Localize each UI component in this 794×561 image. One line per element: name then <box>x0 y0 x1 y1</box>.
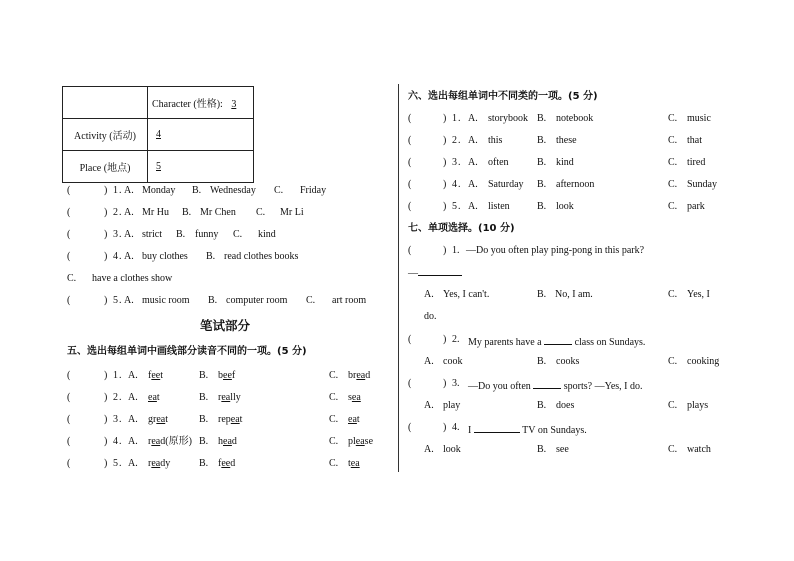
option-a: music room <box>142 295 190 306</box>
option-c: watch <box>687 444 711 455</box>
paren-close: ) <box>443 179 447 190</box>
place-label: Place (地点) <box>63 151 148 183</box>
table-row <box>63 87 254 119</box>
paren-open: ( <box>408 113 412 124</box>
question-number: 4 <box>113 436 118 447</box>
option-c: Friday <box>300 185 327 196</box>
option-b-label: B. <box>182 207 192 218</box>
question-number: 3 <box>452 157 457 168</box>
option-c-label: C. <box>306 295 316 306</box>
option-a: this <box>488 135 503 146</box>
option-b-label: B. <box>199 458 209 469</box>
option-a: eat <box>148 392 160 403</box>
question-number: 4 <box>452 179 457 190</box>
option-b: beef <box>218 370 236 381</box>
option-a: Yes, I can't. <box>443 289 490 300</box>
option-a: Mr Hu <box>142 207 169 218</box>
paren-close: ) <box>104 436 108 447</box>
paren-close: ) <box>443 334 447 345</box>
option-b-label: B. <box>176 229 186 240</box>
option-a: Saturday <box>488 179 524 190</box>
option-c: art room <box>332 295 367 306</box>
option-c-label: C. <box>668 157 678 168</box>
paren-open: ( <box>67 251 71 262</box>
option-b-label: B. <box>537 179 547 190</box>
option-a-label: A. <box>128 458 138 469</box>
option-b: does <box>556 400 575 411</box>
option-c: Mr Li <box>280 207 304 218</box>
option-c-label: C. <box>668 400 678 411</box>
dot: . <box>119 207 122 218</box>
dot: . <box>458 135 461 146</box>
option-c-label: C. <box>329 392 339 403</box>
dot: . <box>458 157 461 168</box>
dot: . <box>119 414 122 425</box>
option-b: read clothes books <box>224 251 299 262</box>
question-number: 1 <box>113 185 118 196</box>
paren-close: ) <box>104 392 108 403</box>
option-a-label: A. <box>128 414 138 425</box>
paren-open: ( <box>408 245 412 256</box>
question-number: 2 <box>113 392 118 403</box>
option-b: cooks <box>556 356 580 367</box>
question-4-text: I TV on Sundays. <box>468 422 587 437</box>
character-answer: 3 <box>231 99 237 110</box>
option-a: feet <box>148 370 164 381</box>
option-a-label: A. <box>124 295 134 306</box>
option-b-label: B. <box>537 400 547 411</box>
table-cell-activity <box>148 119 254 151</box>
option-c: kind <box>258 229 276 240</box>
option-a: look <box>443 444 461 455</box>
column-divider <box>398 84 399 472</box>
option-c: cooking <box>687 356 720 367</box>
option-b-label: B. <box>537 289 547 300</box>
question-number: 5 <box>113 458 118 469</box>
option-b-label: B. <box>199 370 209 381</box>
option-b: funny <box>195 229 219 240</box>
option-c: Yes, I <box>687 289 710 300</box>
option-b: feed <box>218 458 236 469</box>
option-c-label: C. <box>668 179 678 190</box>
question-number: 1 <box>452 113 457 124</box>
table-cell-character <box>148 87 254 119</box>
option-a: strict <box>142 229 162 240</box>
paren-open: ( <box>67 295 71 306</box>
question-number: 2. <box>452 334 460 345</box>
option-a-label: A. <box>424 356 434 367</box>
option-c: tea <box>348 458 360 469</box>
option-a: ready <box>148 458 171 469</box>
paren-open: ( <box>408 422 412 433</box>
written-part-title: 笔试部分 <box>200 318 251 333</box>
paren-open: ( <box>408 157 412 168</box>
question-number: 3 <box>113 414 118 425</box>
question-number: 2 <box>113 207 118 218</box>
question-number: 4 <box>113 251 118 262</box>
place-answer: 5 <box>156 161 161 172</box>
option-c-label: C. <box>256 207 266 218</box>
option-c-label: C. <box>329 370 339 381</box>
section5-title: 五、选出每组单词中画线部分读音不同的一项。(5 分) <box>67 346 307 357</box>
option-b-label: B. <box>537 201 547 212</box>
dot: . <box>119 392 122 403</box>
option-c-label: C. <box>67 273 77 284</box>
option-c: plays <box>687 400 709 411</box>
option-a-label: A. <box>424 289 434 300</box>
table-row <box>63 119 254 151</box>
option-c-label: C. <box>668 113 678 124</box>
option-b: kind <box>556 157 574 168</box>
paren-open: ( <box>67 414 71 425</box>
answer-line: — <box>408 265 462 280</box>
paren-close: ) <box>443 135 447 146</box>
dot: . <box>119 370 122 381</box>
option-a: play <box>443 400 461 411</box>
question-number: 1 <box>113 370 118 381</box>
option-a-label: A. <box>468 113 478 124</box>
dot: . <box>458 201 461 212</box>
option-c: please <box>348 436 374 447</box>
option-b-label: B. <box>208 295 218 306</box>
option-b: Wednesday <box>210 185 256 196</box>
option-a-label: A. <box>124 185 134 196</box>
question-number: 2 <box>452 135 457 146</box>
option-b-label: B. <box>206 251 216 262</box>
question-number: 3 <box>113 229 118 240</box>
question-3-text: —Do you often sports? —Yes, I do. <box>468 378 643 393</box>
paren-close: ) <box>443 113 447 124</box>
option-b: head <box>218 436 237 447</box>
section7-title: 七、单项选择。(10 分) <box>408 223 515 234</box>
option-a: often <box>488 157 509 168</box>
option-b: look <box>556 201 574 212</box>
option-c-label: C. <box>668 444 678 455</box>
option-a-label: A. <box>468 201 478 212</box>
paren-close: ) <box>104 207 108 218</box>
dot: . <box>458 113 461 124</box>
option-c-label: C. <box>668 201 678 212</box>
paren-open: ( <box>67 458 71 469</box>
option-c-label: C. <box>274 185 284 196</box>
question-number: 5 <box>452 201 457 212</box>
paren-close: ) <box>104 185 108 196</box>
option-a-label: A. <box>424 444 434 455</box>
option-a-label: A. <box>128 370 138 381</box>
option-c-label: C. <box>329 414 339 425</box>
option-b-label: B. <box>537 444 547 455</box>
option-b: computer room <box>226 295 288 306</box>
option-c: sea <box>348 392 361 403</box>
option-c-label: C. <box>668 356 678 367</box>
paren-open: ( <box>67 436 71 447</box>
option-b: really <box>218 392 241 403</box>
option-b: Mr Chen <box>200 207 236 218</box>
option-b-label: B. <box>192 185 202 196</box>
paren-close: ) <box>104 229 108 240</box>
option-b-label: B. <box>537 157 547 168</box>
paren-close: ) <box>104 414 108 425</box>
option-b: afternoon <box>556 179 595 190</box>
option-a-label: A. <box>468 157 478 168</box>
dot: . <box>119 251 122 262</box>
question-2-text: My parents have a class on Sundays. <box>468 334 645 349</box>
option-b-label: B. <box>537 135 547 146</box>
option-c-label: C. <box>668 289 678 300</box>
dot: . <box>119 295 122 306</box>
option-b: repeat <box>218 414 243 425</box>
option-a: buy clothes <box>142 251 188 262</box>
paren-close: ) <box>104 370 108 381</box>
paren-open: ( <box>67 229 71 240</box>
section6-title: 六、选出每组单词中不同类的一项。(5 分) <box>408 91 598 102</box>
paren-close: ) <box>104 295 108 306</box>
option-a-label: A. <box>124 229 134 240</box>
dot: . <box>119 458 122 469</box>
option-a-label: A. <box>468 135 478 146</box>
option-a: listen <box>488 201 510 212</box>
dot: . <box>119 229 122 240</box>
option-c-label: C. <box>233 229 243 240</box>
option-c-label: C. <box>668 135 678 146</box>
option-c: eat <box>348 414 360 425</box>
paren-open: ( <box>67 185 71 196</box>
table-cell-empty <box>63 87 148 119</box>
option-a-label: A. <box>128 392 138 403</box>
table-cell-place <box>148 151 254 183</box>
option-a-label: A. <box>124 251 134 262</box>
paren-open: ( <box>408 378 412 389</box>
info-table <box>62 86 254 183</box>
option-a: cook <box>443 356 463 367</box>
option-c: Sunday <box>687 179 717 190</box>
option-c: music <box>687 113 711 124</box>
activity-label: Activity (活动) <box>63 119 148 151</box>
paren-close: ) <box>443 245 447 256</box>
paren-open: ( <box>67 207 71 218</box>
dot: . <box>119 185 122 196</box>
option-b: these <box>556 135 577 146</box>
question-number: 5 <box>113 295 118 306</box>
option-c-label: C. <box>329 436 339 447</box>
question-number: 4. <box>452 422 460 433</box>
activity-answer: 4 <box>156 129 161 140</box>
option-c: park <box>687 201 705 212</box>
option-c: bread <box>348 370 371 381</box>
option-c: that <box>687 135 702 146</box>
dot: . <box>458 179 461 190</box>
option-a-label: A. <box>424 400 434 411</box>
option-b-label: B. <box>199 414 209 425</box>
paren-close: ) <box>104 458 108 469</box>
paren-close: ) <box>104 251 108 262</box>
paren-close: ) <box>443 201 447 212</box>
option-c: have a clothes show <box>92 273 173 284</box>
option-b-label: B. <box>537 356 547 367</box>
paren-open: ( <box>408 179 412 190</box>
option-a: great <box>148 414 169 425</box>
paren-close: ) <box>443 378 447 389</box>
option-c-continued: do. <box>424 311 437 322</box>
character-label: Character (性格): <box>152 99 223 110</box>
option-b-label: B. <box>199 436 209 447</box>
dot: . <box>119 436 122 447</box>
option-a: storybook <box>488 113 528 124</box>
paren-open: ( <box>408 135 412 146</box>
option-a-label: A. <box>468 179 478 190</box>
paren-open: ( <box>67 370 71 381</box>
option-a-label: A. <box>124 207 134 218</box>
question-1-text: —Do you often play ping-pong in this park? <box>466 245 645 256</box>
option-c: tired <box>687 157 706 168</box>
paren-open: ( <box>67 392 71 403</box>
paren-open: ( <box>408 201 412 212</box>
question-number: 1. <box>452 245 460 256</box>
question-number: 3. <box>452 378 460 389</box>
option-a-label: A. <box>128 436 138 447</box>
option-b: notebook <box>556 113 594 124</box>
option-a: read(原形) <box>148 436 192 447</box>
option-b-label: B. <box>537 113 547 124</box>
option-b: No, I am. <box>555 289 593 300</box>
paren-open: ( <box>408 334 412 345</box>
table-row <box>63 151 254 183</box>
option-c-label: C. <box>329 458 339 469</box>
paren-close: ) <box>443 157 447 168</box>
option-b: see <box>556 444 569 455</box>
paren-close: ) <box>443 422 447 433</box>
option-a: Monday <box>142 185 176 196</box>
option-b-label: B. <box>199 392 209 403</box>
